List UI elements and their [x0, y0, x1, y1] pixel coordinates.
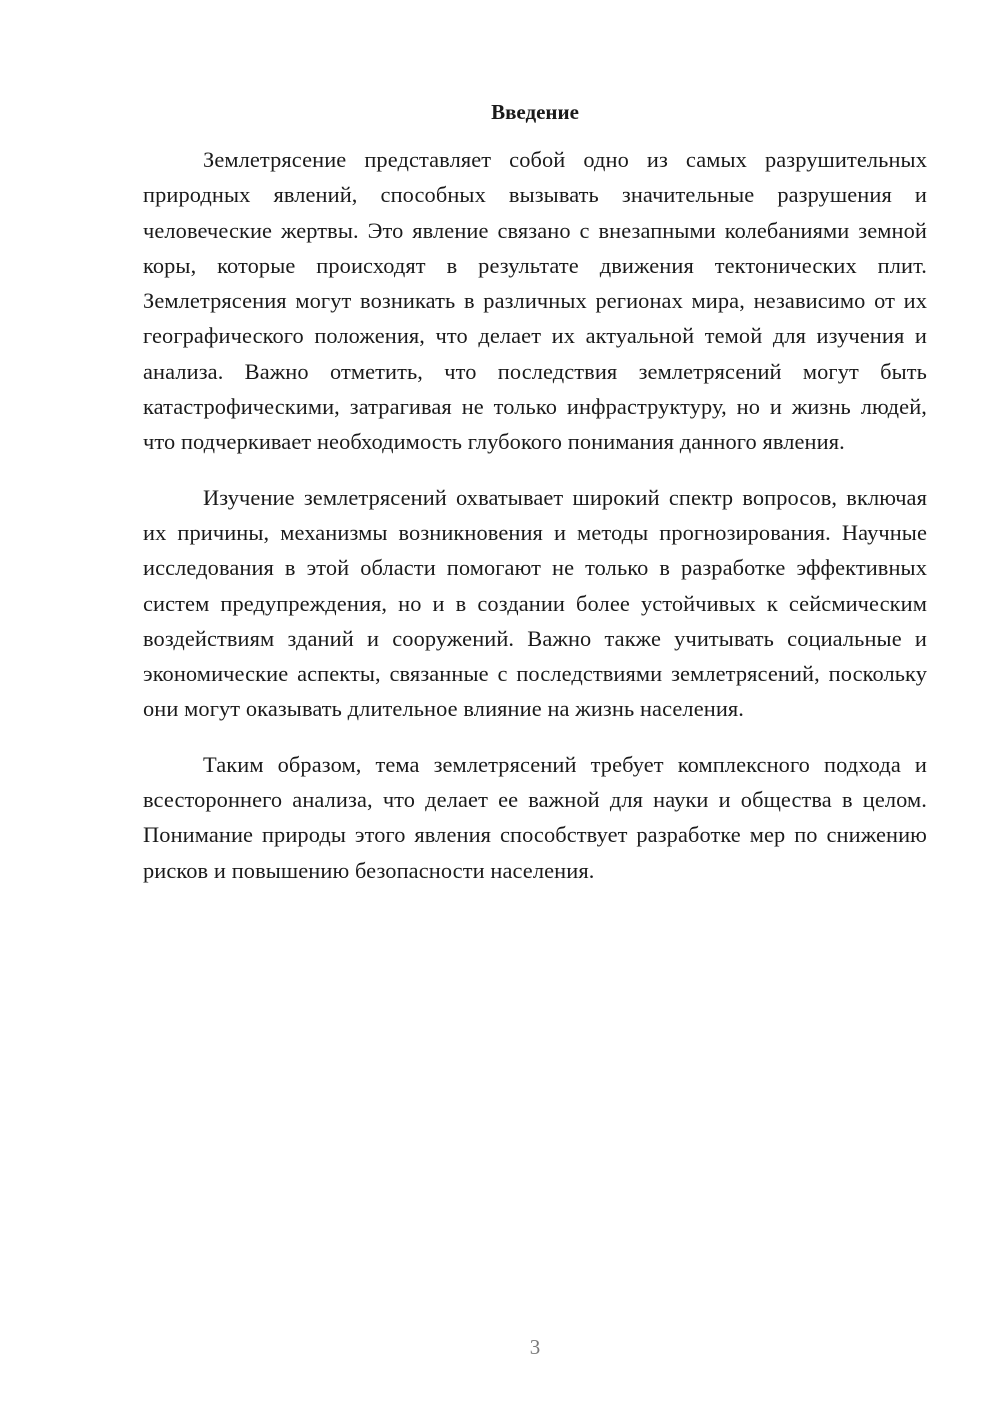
paragraph-3: Таким образом, тема землетрясений требует комплексного подхода и всестороннего анализа, что делает ее важной для науки и общества в целом. Понимание природы этого явления способствует разработке мер по снижению рисков и повышению безопасности населения.: [143, 751, 927, 883]
paragraph-1: Землетрясение представляет собой одно из самых разрушительных природных явлений, способных вызывать значительные разрушения и человеческие жертвы. Это явление связано с внезапными колебаниями земной коры, которые происходят в результате движения тектонических плит. Землетрясения могут возникать в различных регионах мира, независимо от их географического положения, что делает их актуальной темой для изучения и анализа. Важно отметить, что последствия землетрясений могут быть катастрофическими, затрагивая не только инфраструктуру, но и жизнь людей, что подчеркивает необходимость глубокого понимания данного явления.: [143, 147, 927, 455]
body-text: [143, 142, 927, 908]
section-title: Введение: [491, 100, 579, 124]
page-number: 3: [529, 1335, 541, 1359]
paragraph-2: Изучение землетрясений охватывает широкий спектр вопросов, включая их причины, механизмы возникновения и методы прогнозирования. Научные исследования в этой области помогают не только в разработке эффективных систем предупреждения, но и в создании более устойчивых к сейсмическим воздействиям зданий и сооружений. Важно также учитывать социальные и экономические аспекты, связанные с последствиями землетрясений, поскольку они могут оказывать длительное влияние на жизнь населения.: [143, 484, 927, 722]
